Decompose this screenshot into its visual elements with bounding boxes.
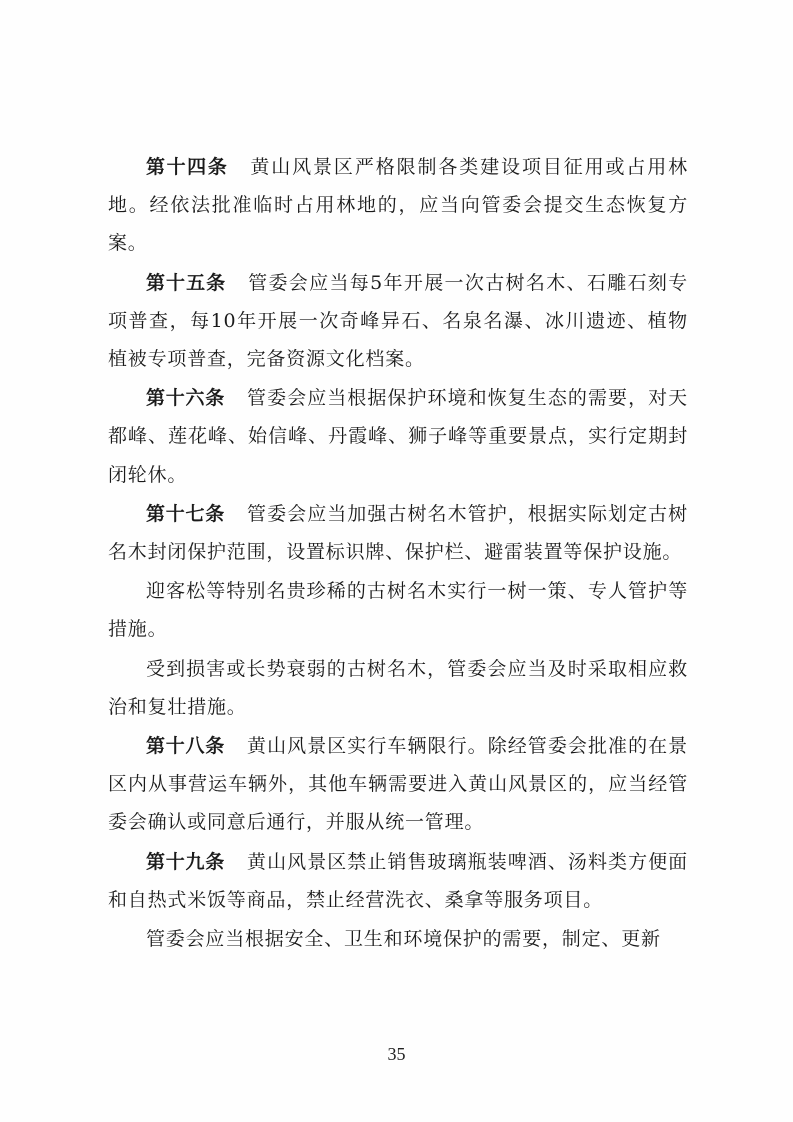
- article-number: 第十九条: [146, 850, 226, 873]
- article-number: 第十七条: [146, 502, 226, 525]
- article-text: 黄山风景区严格限制各类建设项目征用或占用林地。经依法批准临时占用林地的，应当向管委会提交生态恢复方案。: [108, 156, 688, 255]
- page-number: 35: [387, 1044, 406, 1064]
- paragraph-text: 迎客松等特别名贵珍稀的古树名木实行一树一策、专人管护等措施。: [108, 580, 688, 641]
- article-text: 管委会应当每5年开展一次古树名木、石雕石刻专项普查，每10年开展一次奇峰异石、名泉名瀑、冰川遗迹、植物植被专项普查，完备资源文化档案。: [108, 271, 688, 371]
- article-19-paragraph-2: [108, 920, 688, 958]
- article-text: 管委会应当根据保护环境和恢复生态的需要，对天都峰、莲花峰、始信峰、丹霞峰、狮子峰等重要景点，实行定期封闭轮休。: [108, 387, 688, 486]
- article-number: 第十五条: [146, 271, 227, 294]
- paragraph-text: 管委会应当根据安全、卫生和环境保护的需要，制定、更新: [146, 928, 661, 951]
- article-text: 管委会应当加强古树名木管护，根据实际划定古树名木封闭保护范围，设置标识牌、保护栏、避雷装置等保护设施。: [108, 502, 688, 564]
- article-17-paragraph-3: [108, 650, 688, 726]
- article-17-paragraph-2: [108, 572, 688, 648]
- article-14: [108, 148, 688, 263]
- paragraph-text: 受到损害或长势衰弱的古树名木，管委会应当及时采取相应救治和复壮措施。: [108, 657, 688, 718]
- article-number: 第十六条: [146, 387, 226, 410]
- article-17: [108, 495, 688, 571]
- article-18: [108, 727, 688, 842]
- article-19: [108, 843, 688, 919]
- article-15: [108, 264, 688, 379]
- regulation-body: [108, 148, 688, 959]
- article-number: 第十八条: [146, 735, 226, 758]
- article-16: [108, 379, 688, 494]
- article-number: 第十四条: [146, 156, 229, 178]
- article-text: 黄山风景区实行车辆限行。除经管委会批准的在景区内从事营运车辆外，其他车辆需要进入黄山风景区的，应当经管委会确认或同意后通行，并服从统一管理。: [108, 735, 688, 834]
- article-text: 黄山风景区禁止销售玻璃瓶装啤酒、汤料类方便面和自热式米饭等商品，禁止经营洗衣、桑拿等服务项目。: [108, 850, 688, 911]
